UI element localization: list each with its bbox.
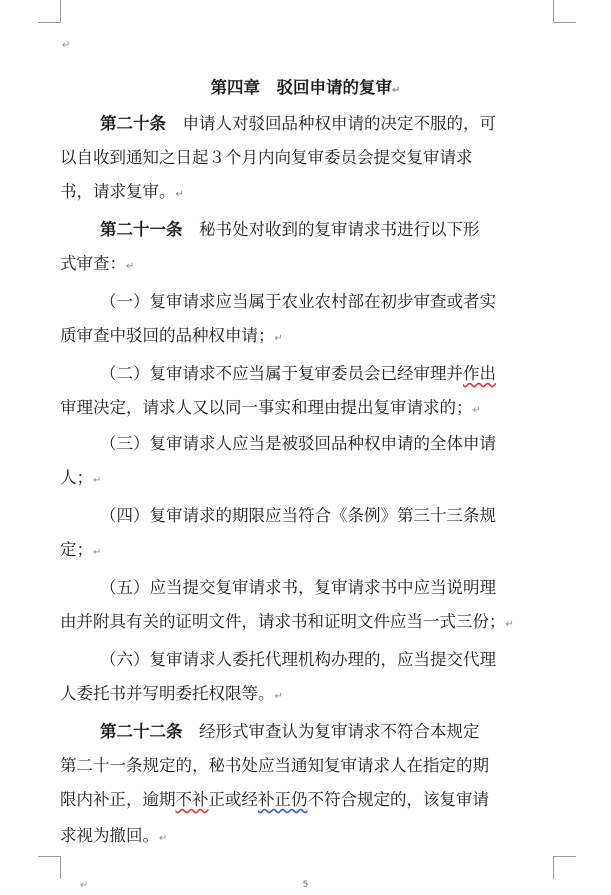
article-20-number: 第二十条 (100, 114, 166, 133)
article-22-line-3: 限内补正，逾期不补正或经补正仍不符合规定的，该复审请 (60, 790, 489, 809)
article-22-line-4: 求视为撤回。↵ (60, 826, 168, 845)
spellcheck-flag: 不补 (175, 790, 209, 809)
item-4-line-2: 定；↵ (60, 540, 102, 559)
item-1-line-1: （一）复审请求应当属于农业农村部在初步审查或者实 (100, 292, 496, 311)
item-6-line-1: （六）复审请求人委托代理机构办理的，应当提交代理 (100, 650, 496, 669)
item-1-line-2: 质审查中驳回的品种权申请；↵ (60, 326, 283, 345)
spellcheck-flag: 作出 (463, 364, 496, 383)
chapter-title: 第四章 驳回申请的复审 (210, 78, 393, 97)
corner-mark-top-right (553, 0, 576, 23)
article-20-line-1: 第二十条 申请人对驳回品种权申请的决定不服的，可 (100, 114, 496, 133)
paragraph-mark-bottom: ↵ (80, 880, 89, 891)
article-22-number: 第二十二条 (100, 722, 183, 741)
item-5-line-1: （五）应当提交复审请求书，复审请求书中应当说明理 (100, 578, 496, 597)
article-21-number: 第二十一条 (100, 220, 183, 239)
article-22-line-2: 第二十一条规定的，秘书处应当通知复审请求人在指定的期 (60, 756, 489, 775)
article-21-line-1: 第二十一条 秘书处对收到的复审请求书进行以下形 (100, 220, 480, 239)
chapter-heading (0, 74, 611, 98)
article-22-line-1: 第二十二条 经形式审查认为复审请求不符合本规定 (100, 722, 480, 741)
corner-mark-bottom-left (38, 856, 61, 879)
article-20-line-2: 以自收到通知之日起３个月内向复审委员会提交复审请求 (60, 148, 473, 167)
item-5-line-2: 由并附具有关的证明文件，请求书和证明文件应当一式三份；↵ (60, 612, 514, 631)
corner-mark-bottom-right (553, 856, 576, 879)
item-6-line-2: 人委托书并写明委托权限等。↵ (60, 684, 283, 703)
paragraph-mark-top: ↵ (62, 40, 71, 51)
item-4-line-1: （四）复审请求的期限应当符合《条例》第三十三条规 (100, 506, 496, 525)
article-21-line-2: 式审查：↵ (60, 254, 135, 273)
corner-mark-top-left (38, 0, 61, 23)
page-number: 5 (302, 880, 309, 890)
grammar-flag: 补正仍 (258, 790, 308, 809)
item-2-line-1: （二）复审请求不应当属于复审委员会已经审理并作出 (100, 364, 496, 383)
item-3-line-2: 人；↵ (60, 468, 102, 487)
article-20-line-3: 书，请求复审。↵ (60, 182, 184, 201)
item-2-line-2: 审理决定，请求人又以同一事实和理由提出复审请求的；↵ (60, 398, 481, 417)
paragraph-mark: ↵ (392, 85, 401, 96)
item-3-line-1: （三）复审请求人应当是被驳回品种权申请的全体申请 (100, 434, 496, 453)
